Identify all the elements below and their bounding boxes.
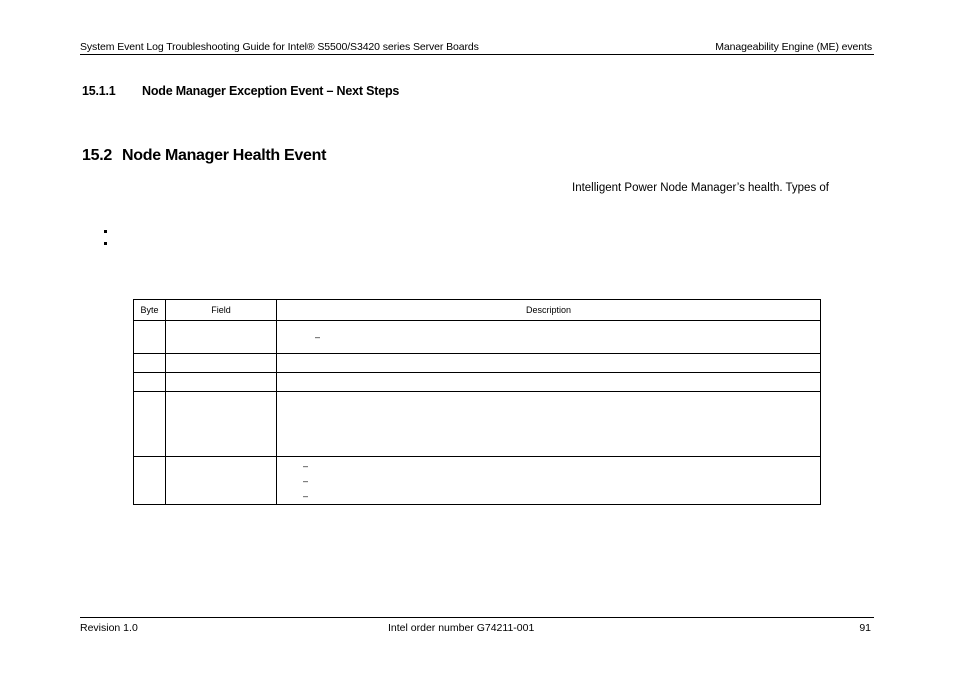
table-cell (277, 354, 821, 373)
table-row (134, 354, 821, 373)
section-title: Node Manager Health Event (122, 147, 327, 164)
event-table (133, 299, 821, 505)
table-cell (166, 354, 277, 373)
header-rule (80, 54, 874, 55)
table-cell (277, 457, 821, 505)
table-cell (166, 321, 277, 354)
bullet-marker (104, 242, 107, 245)
body-paragraph: Intelligent Power Node Manager’s health. Types of (572, 182, 829, 194)
table-cell (134, 392, 166, 457)
bullet-marker (104, 230, 107, 233)
table-cell (166, 392, 277, 457)
footer-rule (80, 617, 874, 618)
footer-order-number: Intel order number G74211-001 (388, 622, 535, 634)
dash-marker: – (315, 332, 321, 342)
subsection-title: Node Manager Exception Event – Next Steps (142, 84, 400, 98)
table-cell (277, 321, 821, 354)
table-row (134, 392, 821, 457)
table-cell (277, 373, 821, 392)
table-header-description: Description (277, 300, 821, 321)
subsection-number: 15.1.1 (82, 84, 116, 98)
dash-marker: – (303, 461, 309, 471)
running-header-chapter: Manageability Engine (ME) events (715, 41, 872, 53)
table-cell (166, 457, 277, 505)
table-row (134, 457, 821, 505)
table-cell (134, 457, 166, 505)
table-row (134, 321, 821, 354)
section-number: 15.2 (82, 147, 112, 164)
table-header-byte: Byte (134, 300, 166, 321)
running-header-title: System Event Log Troubleshooting Guide for Intel® S5500/S3420 series Server Boards (80, 41, 479, 53)
dash-marker: – (303, 491, 309, 501)
table-cell (277, 392, 821, 457)
page-number: 91 (859, 622, 871, 634)
table-cell (134, 321, 166, 354)
table-row (134, 373, 821, 392)
table-cell (166, 373, 277, 392)
table-cell (134, 354, 166, 373)
table-header-field: Field (166, 300, 277, 321)
footer-revision: Revision 1.0 (80, 622, 138, 634)
table-header-row (134, 300, 821, 321)
table-cell (134, 373, 166, 392)
dash-marker: – (303, 476, 309, 486)
